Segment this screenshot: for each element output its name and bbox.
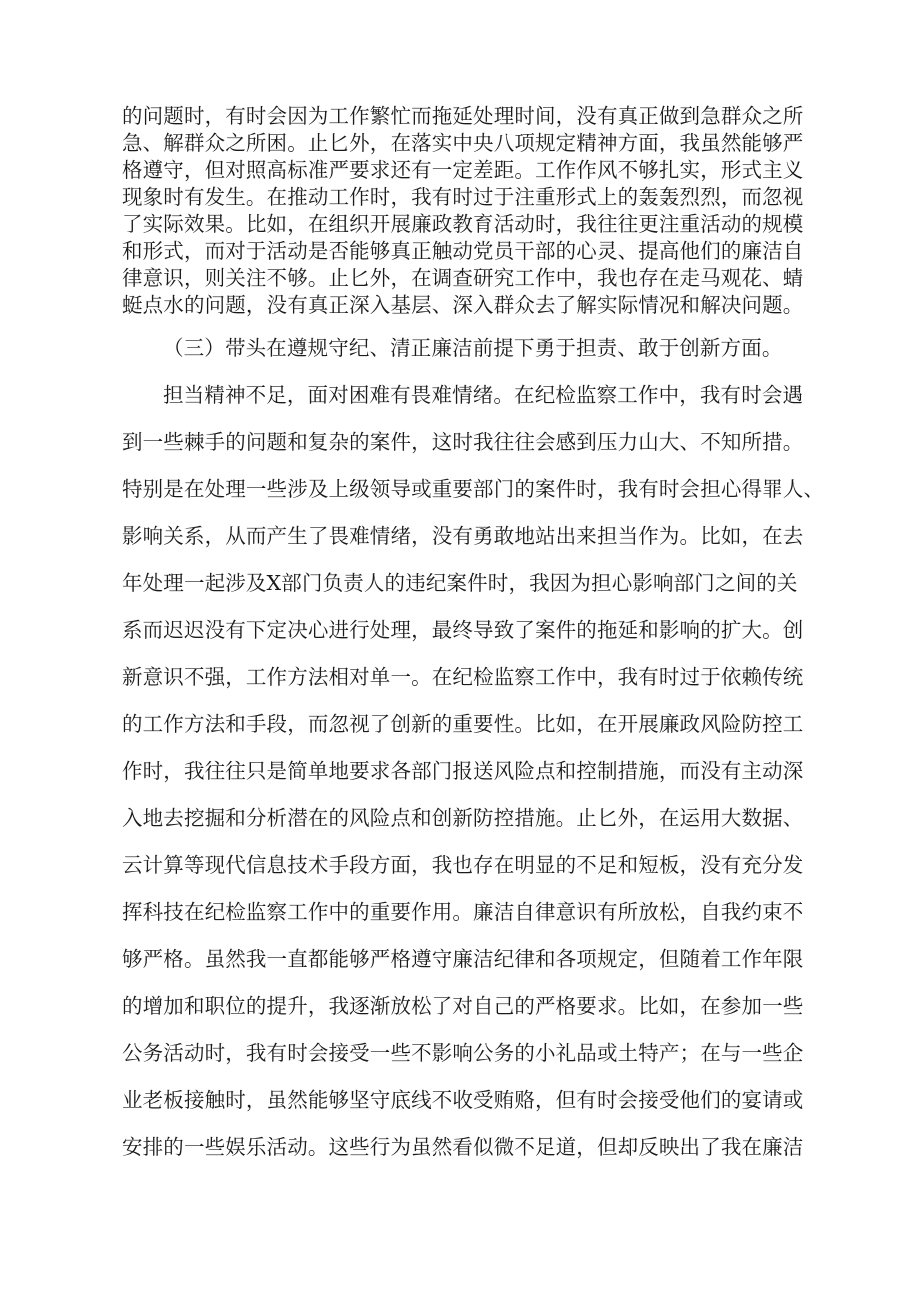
paragraph-line: 挥科技在纪检监察工作中的重要作用。廉洁自律意识有所放松，自我约束不: [122, 900, 804, 924]
paragraph-line: 的增加和职位的提升，我逐渐放松了对自己的严格要求。比如，在参加一些: [122, 994, 804, 1018]
paragraph-line: 作时，我往往只是简单地要求各部门报送风险点和控制措施，而没有主动深: [122, 759, 804, 783]
paragraph-line: 现象时有发生。在推动工作时，我有时过于注重形式上的轰轰烈烈，而忽视: [122, 185, 804, 209]
paragraph-line: 蜓点水的问题，没有真正深入基层、深入群众去了解实际情况和解决问题。: [122, 293, 804, 317]
paragraph-line: 担当精神不足，面对困难有畏难情绪。在纪检监察工作中，我有时会遇: [163, 383, 804, 407]
paragraph-line: 新意识不强，工作方法相对单一。在纪检监察工作中，我有时过于依赖传统: [122, 665, 804, 689]
paragraph-line: 急、解群众之所困。止匕外，在落实中央八项规定精神方面，我虽然能够严: [122, 131, 804, 155]
paragraph-line: 的工作方法和手段，而忽视了创新的重要性。比如，在开展廉政风险防控工: [122, 712, 804, 736]
paragraph-line: 影响关系，从而产生了畏难情绪，没有勇敢地站出来担当作为。比如，在去: [122, 524, 804, 548]
paragraph-line: 云计算等现代信息技术手段方面，我也存在明显的不足和短板，没有充分发: [122, 853, 804, 877]
paragraph-line: 格遵守，但对照高标准严要求还有一定差距。工作作风不够扎实，形式主义: [122, 158, 804, 182]
paragraph-line: 和形式，而对于活动是否能够真正触动党员干部的心灵、提高他们的廉洁自: [122, 239, 804, 263]
paragraph-line: 特别是在处理一些涉及上级领导或重要部门的案件时，我有时会担心得罪人、: [122, 477, 825, 501]
paragraph-line: 了实际效果。比如，在组织开展廉政教育活动时，我往往更注重活动的规模: [122, 212, 804, 236]
paragraph-line: 公务活动时，我有时会接受一些不影响公务的小礼品或土特产；在与一些企: [122, 1041, 804, 1065]
section-heading: （三）带头在遵规守纪、清正廉洁前提下勇于担责、敢于创新方面。: [163, 336, 783, 360]
paragraph-line: 系而迟迟没有下定决心进行处理，最终导致了案件的拖延和影响的扩大。创: [122, 618, 804, 642]
paragraph-line: 年处理一起涉及X部门负责人的违纪案件时，我因为担心影响部门之间的关: [122, 571, 798, 595]
paragraph-line: 够严格。虽然我一直都能够严格遵守廉洁纪律和各项规定，但随着工作年限: [122, 947, 804, 971]
paragraph-line: 业老板接触时，虽然能够坚守底线不收受贿赂，但有时会接受他们的宴请或: [122, 1088, 804, 1112]
paragraph-line: 到一些棘手的问题和复杂的案件，这时我往往会感到压力山大、不知所措。: [122, 430, 804, 454]
paragraph-line: 律意识，则关注不够。止匕外，在调查研究工作中，我也存在走马观花、蜻: [122, 266, 804, 290]
paragraph-line: 安排的一些娱乐活动。这些行为虽然看似微不足道，但却反映出了我在廉洁: [122, 1135, 804, 1159]
paragraph-line: 的问题时，有时会因为工作繁忙而拖延处理时间，没有真正做到急群众之所: [122, 104, 804, 128]
paragraph-line: 入地去挖掘和分析潜在的风险点和创新防控措施。止匕外，在运用大数据、: [122, 806, 804, 830]
